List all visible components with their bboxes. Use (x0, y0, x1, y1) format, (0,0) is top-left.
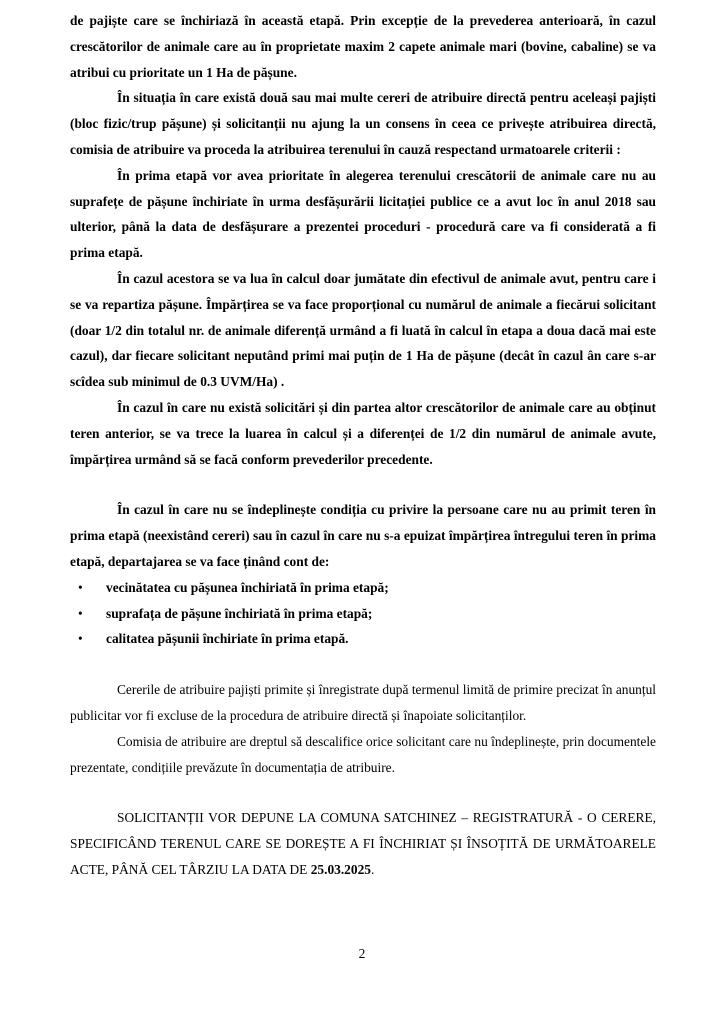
page-number: 2 (358, 946, 366, 961)
spacer (70, 652, 656, 677)
submission-deadline: 25.03.2025 (310, 861, 371, 877)
bullet-icon: • (78, 631, 83, 647)
list-item (70, 575, 656, 601)
list-item-text: vecinătatea cu pășunea închiriată în prima etapă; (106, 579, 389, 595)
list-item-text: calitatea pășunii închiriate în prima etapă. (106, 631, 349, 647)
paragraph-submission-notice (70, 805, 656, 882)
criteria-list (70, 575, 656, 652)
spacer (70, 780, 656, 805)
submission-text: SOLICITANȚII VOR DEPUNE LA COMUNA SATCHINEZ – REGISTRATURĂ - O CERERE, SPECIFICÂND TERENUL CARE SE DOREȘTE A FI ÎNCHIRIAT ȘI ÎNSOȚITĂ DE URMĂTOARELE ACTE, PÂNĂ CEL TÂRZIU LA DATA DE (70, 810, 656, 877)
paragraph-half-herd: În cazul acestora se va lua în calcul doar jumătate din efectivul de animale avut, pentru care i se va repartiza pășune. Împărțirea se va face proporțional cu numărul de animale a fiecărui solicitant (doar 1/2 din totalul nr. de animale diferență urmând a fi luată în calcul în etapa a doua dacă mai este cazul), dar fiecare solicitant neputând primi mai puțin de 1 Ha de pășune (decât în cazul ân care s-ar scîdea sub minimul de 0.3 UVM/Ha) . (70, 270, 656, 390)
paragraph-disqualification: Comisia de atribuire are dreptul să descalifice orice solicitant care nu îndeplinește, prin documentele prezentate, condițiile prevăzute în documentația de atribuire. (70, 733, 656, 775)
paragraph-second-stage: În cazul în care nu există solicitări și din partea altor crescătorilor de animale care au obținut teren anterior, se va trece la luarea în calcul și a diferenței de 1/2 din numărul de animale avute, împărțirea urmând să se facă conform prevederilor precedente. (70, 399, 656, 467)
bullet-icon: • (78, 605, 83, 621)
list-item (70, 601, 656, 627)
list-item-text: suprafața de pășune închiriată în prima etapă; (106, 605, 373, 621)
paragraph-direct-allocation: În situația în care există două sau mai multe cereri de atribuire directă pentru aceleași pajiști (bloc fizic/trup pășune) și solicitanții nu ajung la un consens în ceea ce privește atribuirea directă, comisia de atribuire va proceda la atribuirea terenului în cauză respectand urmatoarele criterii : (70, 90, 656, 157)
paragraph-continuation: de pajiște care se închiriază în această etapă. Prin excepție de la prevederea anterioară, în cazul crescătorilor de animale care au în proprietate maxim 2 capete animale mari (bovine, cabaline) se va atribui cu prioritate un 1 Ha de pășune. (70, 13, 656, 80)
list-item (70, 626, 656, 652)
bullet-icon: • (78, 579, 83, 595)
submission-end: . (370, 861, 375, 877)
spacer (70, 472, 656, 497)
paragraph-late-requests: Cererile de atribuire pajiști primite și înregistrate după termenul limită de primire precizat în anunțul publicitar vor fi excluse de la procedura de atribuire directă și înapoiate solicitanților. (70, 682, 656, 723)
paragraph-tiebreak: În cazul în care nu se îndeplinește condiția cu privire la persoane care nu au primit teren în prima etapă (neexistând cereri) sau în cazul în care nu s-a epuizat împărțirea întregului teren în prima etapă, departajarea se va face ținând cont de: (70, 502, 656, 569)
paragraph-first-stage: În prima etapă vor avea prioritate în alegerea terenului crescătorii de animale care nu au suprafețe de pășune închiriate în urma desfășurării licitației publice ce a avut loc în anul 2018 sau ulterior, până la data de desfășurare a prezentei proceduri - procedură care va fi considerată a fi prima etapă. (70, 167, 656, 261)
document-page (70, 8, 656, 883)
